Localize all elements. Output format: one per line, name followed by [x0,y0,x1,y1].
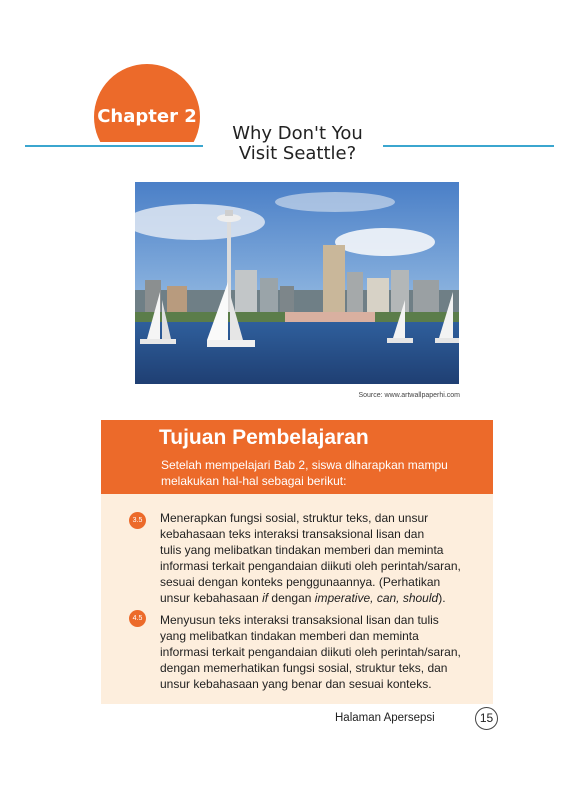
objective-line: tulis yang melibatkan tindakan memberi dan meminta [160,543,444,557]
objective-line-italic: imperative, can, should [314,591,439,605]
chapter-badge-mask [80,142,220,182]
objective-line: informasi terkait pengandaian diikuti oleh perintah/saran, [160,559,461,573]
footer-section-label: Halaman Apersepsi [335,712,435,724]
photo-source: Source: www.artwallpaperhi.com [358,392,460,399]
objective-number-badge: 3.5 [129,512,146,529]
seattle-skyline-photo [135,182,459,384]
objectives-heading: Tujuan Pembelajaran [159,426,369,449]
objective-line-italic: if [262,591,269,605]
objective-line: informasi terkait pengandaian diikuti oleh perintah/saran, [160,645,461,659]
objective-line: kebahasaan teks interaksi transaksional lisan dan [160,527,425,541]
title-rule-right [383,145,554,147]
objective-line-segment: unsur kebahasaan [160,591,263,605]
page-title-line-1: Why Don't You [232,123,363,144]
objectives-header [101,420,493,494]
page-number: 15 [475,707,498,730]
objective-line: sesuai dengan konteks penggunaannya. (Perhatikan [160,575,441,589]
title-rule-left [25,145,203,147]
seattle-skyline-illustration [135,182,459,384]
objectives-intro [161,457,486,489]
objective-text [160,510,482,606]
objective-line [160,590,482,606]
objectives-list [101,494,493,704]
objective-line: Menyusun teks interaksi transaksional lisan dan tulis [160,613,439,627]
objective-line: dengan memerhatikan fungsi sosial, struktur teks, dan [160,661,448,675]
objective-line: unsur kebahasaan yang benar dan sesuai konteks. [160,677,432,691]
page-title-line-2: Visit Seattle? [238,143,357,164]
objective-line: Menerapkan fungsi sosial, struktur teks, dan unsur [160,511,429,525]
objective-number-badge: 4.5 [129,610,146,627]
objective-line: yang melibatkan tindakan memberi dan meminta [160,629,419,643]
objective-line-segment: dengan [268,591,315,605]
objective-text [160,612,482,692]
page-title [200,124,395,164]
objectives-intro-line-1: Setelah mempelajari Bab 2, siswa diharapkan mampu [161,458,448,472]
objective-line-segment: ). [438,591,446,605]
chapter-label: Chapter 2 [97,106,197,127]
objectives-intro-line-2: melakukan hal-hal sebagai berikut: [161,474,347,488]
